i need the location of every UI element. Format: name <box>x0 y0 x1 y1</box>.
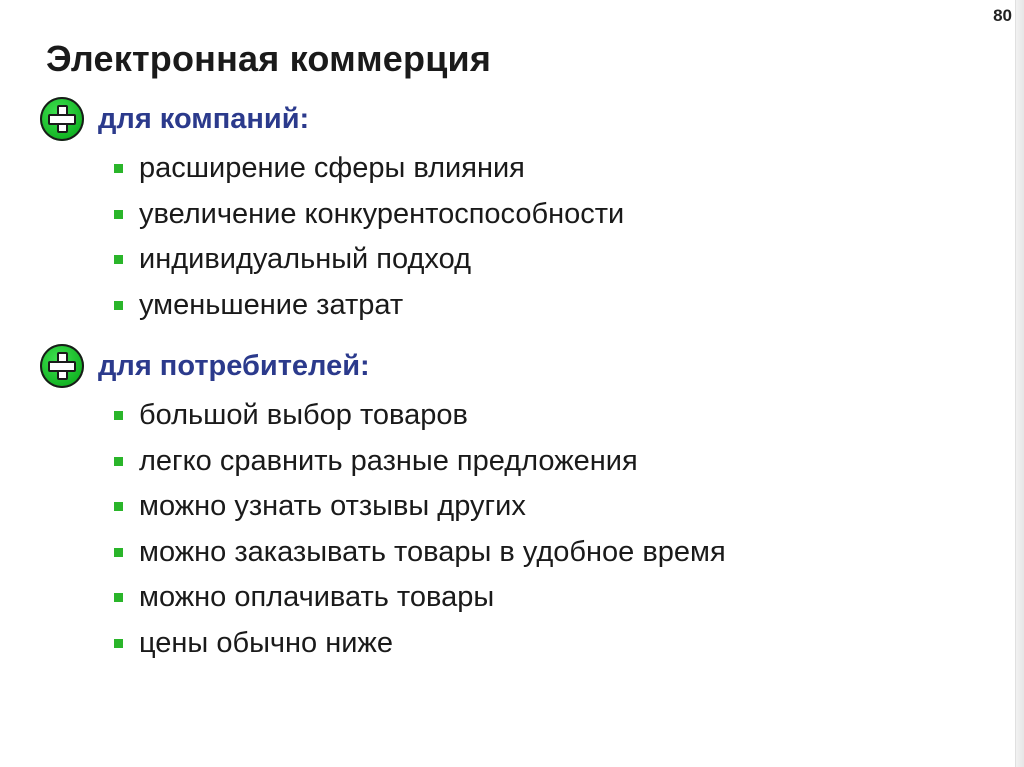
list-item-text: можно заказывать товары в удобное время <box>139 535 726 568</box>
list-item <box>40 484 726 530</box>
list-item <box>40 192 624 238</box>
list-item-text: цены обычно ниже <box>139 626 393 659</box>
list-item <box>40 621 726 667</box>
square-bullet-icon <box>114 502 123 511</box>
list-item <box>40 146 624 192</box>
square-bullet-icon <box>114 210 123 219</box>
list-item-text: легко сравнить разные предложения <box>139 444 638 477</box>
list-item <box>40 575 726 621</box>
list-item <box>40 439 726 485</box>
slide-title: Электронная коммерция <box>46 38 492 79</box>
list-item-text: индивидуальный подход <box>139 243 472 275</box>
list-item <box>40 283 624 329</box>
square-bullet-icon <box>114 593 123 602</box>
square-bullet-icon <box>114 548 123 557</box>
list-item-text: уменьшение затрат <box>139 288 404 321</box>
section-header <box>40 343 726 389</box>
square-bullet-icon <box>114 411 123 420</box>
page-number: 80 <box>993 6 1012 25</box>
list-item-text: расширение сферы влияния <box>139 152 525 184</box>
list-item-text: большой выбор товаров <box>139 399 468 431</box>
bullet-list <box>40 146 624 328</box>
square-bullet-icon <box>114 457 123 466</box>
square-bullet-icon <box>114 639 123 648</box>
square-bullet-icon <box>114 164 123 173</box>
list-item <box>40 393 726 439</box>
green-plus-icon <box>40 97 84 141</box>
square-bullet-icon <box>114 255 123 264</box>
section-label: для компаний: <box>98 102 310 135</box>
list-item-text: увеличение конкурентоспособности <box>139 197 625 230</box>
section-consumers <box>40 343 726 666</box>
list-item <box>40 237 624 283</box>
list-item-text: можно узнать отзывы других <box>139 490 526 522</box>
list-item-text: можно оплачивать товары <box>139 581 495 613</box>
bullet-list <box>40 393 726 666</box>
green-plus-icon <box>40 344 84 388</box>
slide-frame-edge <box>1015 0 1024 767</box>
square-bullet-icon <box>114 301 123 310</box>
section-header <box>40 96 624 142</box>
list-item <box>40 530 726 576</box>
section-label: для потребителей: <box>98 349 370 382</box>
section-companies <box>40 96 624 328</box>
